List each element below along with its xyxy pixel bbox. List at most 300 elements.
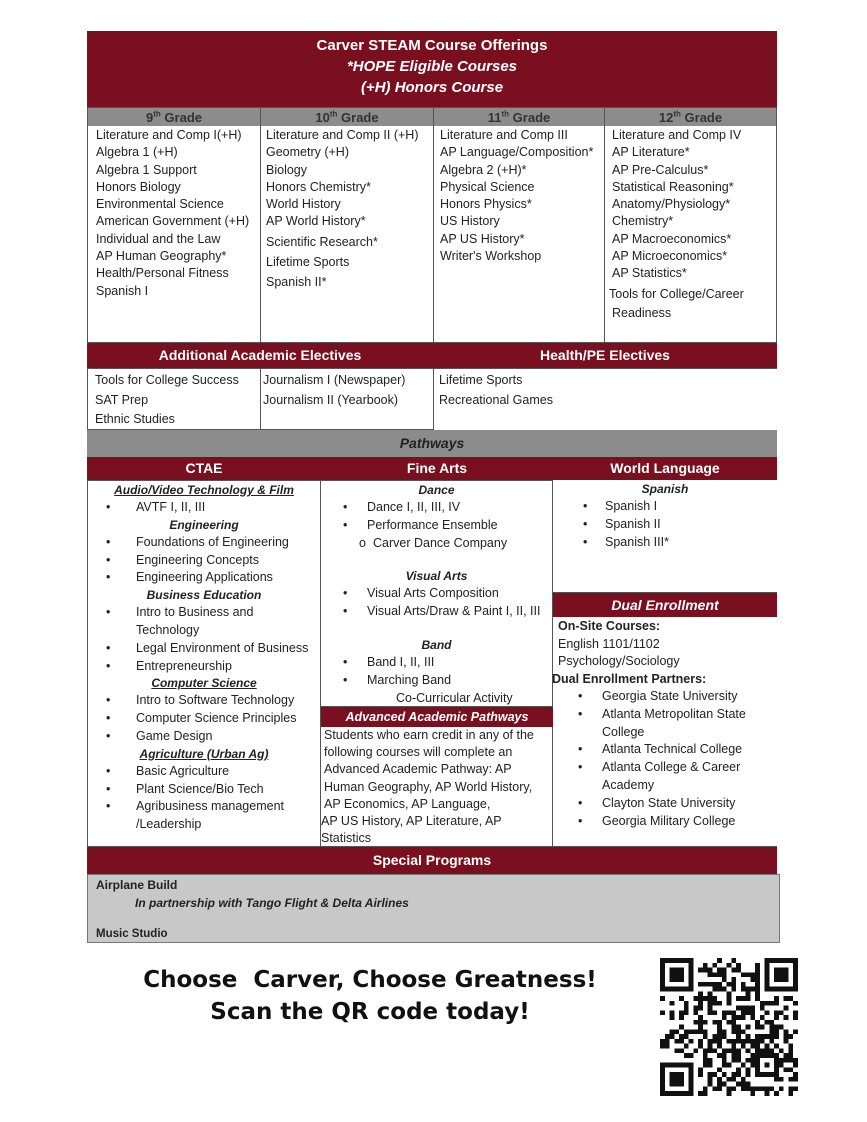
qr-module — [689, 1086, 694, 1091]
grade-9-heading: 9th Grade — [88, 108, 260, 126]
qr-module — [769, 1029, 774, 1034]
course-item: American Government (+H) — [96, 214, 250, 229]
fine-arts-course: • Visual Arts/Draw & Paint I, II, III — [343, 603, 552, 621]
qr-module — [731, 958, 736, 963]
qr-module — [731, 1015, 736, 1020]
ctae-course: • Engineering Applications — [106, 569, 320, 587]
qr-module — [765, 1091, 770, 1096]
ctae-column — [87, 480, 321, 847]
elective-item: SAT Prep — [95, 392, 149, 407]
qr-module — [670, 1077, 675, 1082]
qr-module — [722, 1010, 727, 1015]
qr-module — [674, 1048, 679, 1053]
qr-module — [684, 1053, 689, 1058]
qr-module — [741, 1077, 746, 1082]
qr-module — [665, 1063, 670, 1068]
qr-module — [731, 987, 736, 992]
qr-module — [660, 972, 665, 977]
qr-module — [703, 1029, 708, 1034]
qr-module — [755, 977, 760, 982]
ctae-category: Agriculture (Urban Ag) — [139, 746, 269, 761]
qr-module — [684, 1029, 689, 1034]
qr-module — [774, 1067, 779, 1072]
language-course: • Spanish I — [583, 498, 777, 516]
qr-module — [755, 1044, 760, 1049]
elective-item: Recreational Games — [439, 392, 553, 407]
qr-module — [760, 1006, 765, 1011]
qr-module — [750, 1086, 755, 1091]
course-item: Geometry (+H) — [266, 145, 350, 160]
qr-module — [717, 982, 722, 987]
qr-module — [684, 1091, 689, 1096]
qr-module — [674, 1072, 679, 1077]
grade-9-column — [87, 107, 261, 343]
qr-module — [679, 1025, 684, 1030]
qr-module — [722, 1034, 727, 1039]
course-item: Algebra 2 (+H)* — [440, 162, 527, 177]
qr-module — [679, 977, 684, 982]
qr-module — [760, 1039, 765, 1044]
qr-module — [746, 1048, 751, 1053]
qr-module — [755, 1063, 760, 1068]
health-pe-electives — [433, 368, 777, 430]
qr-module — [760, 1025, 765, 1030]
qr-module — [698, 1020, 703, 1025]
ctae-header: CTAE — [87, 457, 321, 480]
qr-module — [765, 963, 770, 968]
qr-module — [731, 968, 736, 973]
qr-module — [731, 1029, 736, 1034]
ctae-category: Engineering — [169, 517, 239, 532]
qr-module — [755, 1020, 760, 1025]
elective-item: Lifetime Sports — [439, 373, 523, 387]
qr-module — [660, 1082, 665, 1087]
qr-module — [670, 1082, 675, 1087]
qr-module — [698, 1067, 703, 1072]
qr-module — [708, 1001, 713, 1006]
qr-module — [731, 982, 736, 987]
course-item: Scientific Research* — [266, 234, 378, 249]
qr-module — [750, 972, 755, 977]
qr-module — [769, 1086, 774, 1091]
qr-module — [731, 977, 736, 982]
qr-module — [693, 1020, 698, 1025]
co-curricular-note: Co-Curricular Activity — [396, 690, 513, 705]
qr-module — [722, 1053, 727, 1058]
qr-module — [717, 968, 722, 973]
fine-arts-course: • Visual Arts Composition — [343, 585, 552, 603]
qr-module — [736, 1048, 741, 1053]
qr-module — [660, 977, 665, 982]
qr-module — [689, 1072, 694, 1077]
ctae-course-continued: Technology — [136, 622, 200, 637]
qr-module — [684, 958, 689, 963]
ctae-course: • Basic Agriculture — [106, 763, 320, 781]
qr-module — [703, 1063, 708, 1068]
qr-module — [703, 1020, 708, 1025]
qr-module — [698, 1091, 703, 1096]
course-item: AP Statistics* — [612, 266, 687, 281]
qr-module — [769, 1053, 774, 1058]
qr-module — [727, 1010, 732, 1015]
qr-module — [755, 1086, 760, 1091]
qr-module — [689, 982, 694, 987]
qr-module — [755, 963, 760, 968]
qr-module — [708, 1072, 713, 1077]
qr-module — [750, 1063, 755, 1068]
qr-module — [703, 982, 708, 987]
page-title: Carver STEAM Course Offerings — [316, 37, 548, 54]
ctae-course: • Foundations of Engineering — [106, 534, 320, 552]
qr-module — [793, 1029, 798, 1034]
qr-module — [774, 996, 779, 1001]
qr-module — [670, 1091, 675, 1096]
qr-module — [784, 987, 789, 992]
course-item: Literature and Comp II (+H) — [266, 128, 419, 142]
qr-module — [765, 1072, 770, 1077]
course-item: Chemistry* — [612, 214, 674, 229]
qr-module — [708, 1006, 713, 1011]
elective-item: Journalism II (Yearbook) — [263, 392, 399, 407]
qr-module — [750, 1044, 755, 1049]
qr-module — [712, 1086, 717, 1091]
qr-module — [769, 1025, 774, 1030]
qr-module — [750, 1015, 755, 1020]
qr-module — [698, 982, 703, 987]
qr-module — [712, 1010, 717, 1015]
qr-module — [741, 987, 746, 992]
fine-arts-column — [320, 480, 553, 707]
qr-module — [731, 1048, 736, 1053]
title-banner — [87, 31, 777, 107]
qr-module — [774, 1015, 779, 1020]
qr-module — [784, 1029, 789, 1034]
qr-module — [746, 1082, 751, 1087]
qr-module — [712, 1072, 717, 1077]
qr-module — [793, 1063, 798, 1068]
qr-module — [722, 1048, 727, 1053]
qr-module — [674, 968, 679, 973]
ctae-course: • Engineering Concepts — [106, 552, 320, 570]
qr-module — [684, 1010, 689, 1015]
fine-arts-course: • Marching Band — [343, 672, 552, 690]
qr-module — [698, 1025, 703, 1030]
qr-module — [717, 1025, 722, 1030]
course-item: Physical Science — [440, 179, 535, 194]
qr-module — [689, 1039, 694, 1044]
qr-module — [788, 1091, 793, 1096]
ctae-course: • AVTF I, II, III — [106, 499, 320, 517]
qr-module — [665, 987, 670, 992]
qr-module — [670, 958, 675, 963]
qr-module — [736, 1067, 741, 1072]
ctae-course: • Intro to Business and — [106, 604, 320, 622]
qr-module — [708, 1048, 713, 1053]
qr-module — [727, 996, 732, 1001]
qr-module — [708, 1039, 713, 1044]
qr-module — [769, 1020, 774, 1025]
qr-module — [788, 996, 793, 1001]
grade-12-heading: 12th Grade — [605, 108, 776, 126]
qr-module — [779, 1010, 784, 1015]
qr-module — [722, 1029, 727, 1034]
grade-10-courses — [261, 126, 433, 292]
qr-module — [689, 1029, 694, 1034]
qr-module — [665, 1044, 670, 1049]
qr-module — [784, 996, 789, 1001]
qr-module — [765, 1034, 770, 1039]
qr-module — [693, 1029, 698, 1034]
qr-module — [746, 1039, 751, 1044]
course-item: World History — [266, 197, 341, 212]
honors-note: (+H) Honors Course — [360, 79, 504, 96]
qr-module — [698, 996, 703, 1001]
qr-module — [703, 1091, 708, 1096]
qr-module — [679, 987, 684, 992]
ctae-course: • Computer Science Principles — [106, 710, 320, 728]
course-item: Environmental Science — [96, 197, 224, 212]
qr-module — [736, 1058, 741, 1063]
qr-module — [722, 968, 727, 973]
qr-module — [788, 1034, 793, 1039]
course-item: AP Microeconomics* — [612, 249, 728, 264]
qr-module — [670, 972, 675, 977]
qr-module — [784, 958, 789, 963]
grade-11-column — [433, 107, 605, 343]
qr-module — [784, 1058, 789, 1063]
qr-module — [755, 1053, 760, 1058]
qr-module — [741, 1006, 746, 1011]
qr-module — [670, 1015, 675, 1020]
qr-module — [717, 1029, 722, 1034]
qr-module — [793, 982, 798, 987]
qr-module — [712, 996, 717, 1001]
fine-arts-category: Visual Arts — [405, 569, 468, 584]
qr-module — [788, 1053, 793, 1058]
qr-module — [793, 963, 798, 968]
qr-module — [712, 987, 717, 992]
qr-module — [788, 1044, 793, 1049]
qr-module — [717, 1034, 722, 1039]
qr-module — [765, 968, 770, 973]
qr-module — [679, 968, 684, 973]
grade-10-heading: 10th Grade — [261, 108, 433, 126]
tagline-line-2: Scan the QR code today! — [210, 999, 530, 1025]
advanced-text-line: Statistics — [321, 831, 372, 846]
qr-module — [712, 1020, 717, 1025]
qr-module — [712, 972, 717, 977]
qr-module — [760, 1086, 765, 1091]
advanced-text-line: AP US History, AP Literature, AP — [321, 814, 502, 829]
elective-item: Ethnic Studies — [95, 412, 175, 426]
qr-module — [736, 963, 741, 968]
qr-module — [779, 958, 784, 963]
qr-module — [660, 1077, 665, 1082]
ctae-category: Business Education — [146, 588, 262, 603]
qr-module — [679, 1072, 684, 1077]
qr-module — [774, 977, 779, 982]
qr-module — [765, 1048, 770, 1053]
qr-module — [741, 1044, 746, 1049]
qr-module — [736, 1006, 741, 1011]
qr-module — [769, 1001, 774, 1006]
qr-module — [665, 958, 670, 963]
ctae-course: • Legal Environment of Business — [106, 640, 320, 658]
qr-module — [774, 1025, 779, 1030]
qr-module — [755, 982, 760, 987]
qr-module — [788, 1067, 793, 1072]
elective-item: Tools for College Success — [95, 373, 239, 387]
qr-module — [746, 996, 751, 1001]
partner-item-continued: College — [602, 724, 645, 739]
qr-module — [727, 1086, 732, 1091]
partner-item-continued: Academy — [602, 777, 655, 792]
fine-arts-course: • Band I, II, III — [343, 654, 552, 672]
qr-module — [698, 1006, 703, 1011]
qr-module — [670, 1063, 675, 1068]
qr-module — [755, 1025, 760, 1030]
qr-module — [736, 1082, 741, 1087]
qr-module — [750, 1039, 755, 1044]
qr-module — [741, 972, 746, 977]
qr-module — [760, 1015, 765, 1020]
qr-module — [793, 1072, 798, 1077]
special-programs-header: Special Programs — [87, 847, 777, 874]
qr-module — [722, 1082, 727, 1087]
qr-module — [779, 968, 784, 973]
qr-module — [765, 958, 770, 963]
qr-module — [755, 996, 760, 1001]
qr-module — [660, 1044, 665, 1049]
qr-module — [750, 1053, 755, 1058]
qr-module — [660, 1010, 665, 1015]
qr-module — [746, 1034, 751, 1039]
qr-module — [689, 1091, 694, 1096]
qr-module — [722, 977, 727, 982]
qr-module — [674, 1039, 679, 1044]
qr-module — [760, 1048, 765, 1053]
qr-module — [708, 968, 713, 973]
qr-module — [741, 1015, 746, 1020]
course-item: Writer's Workshop — [440, 249, 542, 264]
hope-note: *HOPE Eligible Courses — [346, 58, 518, 75]
qr-module — [679, 1039, 684, 1044]
ctae-course: • Intro to Software Technology — [106, 692, 320, 710]
qr-module — [679, 1015, 684, 1020]
qr-module — [712, 1001, 717, 1006]
course-item: Literature and Comp III — [440, 128, 568, 142]
qr-module — [708, 982, 713, 987]
qr-module — [774, 1058, 779, 1063]
qr-module — [793, 987, 798, 992]
qr-module — [679, 1077, 684, 1082]
ctae-category: Computer Science — [151, 676, 257, 691]
qr-module — [769, 1048, 774, 1053]
qr-module — [698, 1015, 703, 1020]
qr-module — [731, 1039, 736, 1044]
language-course: • Spanish III* — [583, 534, 777, 552]
advanced-pathways-header: Advanced Academic Pathways — [321, 707, 553, 727]
qr-module — [717, 1001, 722, 1006]
qr-module — [741, 1029, 746, 1034]
ctae-course: • Agribusiness management — [106, 798, 320, 816]
qr-module — [708, 1044, 713, 1049]
course-item: AP Pre-Calculus* — [612, 162, 709, 177]
onsite-course: English 1101/1102 — [558, 636, 660, 651]
qr-module — [689, 1077, 694, 1082]
qr-module — [698, 1044, 703, 1049]
qr-module — [717, 1039, 722, 1044]
partners-label: Dual Enrollment Partners: — [552, 671, 707, 686]
qr-module — [755, 972, 760, 977]
qr-module — [712, 982, 717, 987]
qr-module — [793, 968, 798, 973]
special-programs-body — [87, 874, 780, 943]
qr-module — [784, 972, 789, 977]
qr-module — [698, 968, 703, 973]
qr-module — [660, 968, 665, 973]
qr-module — [670, 1010, 675, 1015]
partner-item: • Georgia Military College — [578, 813, 777, 831]
qr-module — [703, 1058, 708, 1063]
course-item: Literature and Comp I(+H) — [96, 128, 242, 142]
qr-module — [755, 1067, 760, 1072]
qr-module — [717, 987, 722, 992]
course-item: AP World History* — [266, 214, 366, 229]
qr-module — [793, 1001, 798, 1006]
qr-module — [774, 972, 779, 977]
qr-module — [760, 1072, 765, 1077]
qr-module — [765, 1063, 770, 1068]
qr-module — [746, 991, 751, 996]
qr-module — [788, 1077, 793, 1082]
qr-module — [684, 1006, 689, 1011]
qr-module — [693, 996, 698, 1001]
qr-module — [693, 1006, 698, 1011]
fine-arts-subcourse: o Carver Dance Company — [321, 535, 552, 553]
qr-module — [774, 1010, 779, 1015]
pathways-header: Pathways — [87, 430, 777, 457]
qr-module — [698, 1072, 703, 1077]
qr-module — [727, 991, 732, 996]
qr-module — [765, 1086, 770, 1091]
qr-module — [731, 1044, 736, 1049]
qr-module — [736, 968, 741, 973]
qr-module — [717, 1082, 722, 1087]
course-item: Algebra 1 (+H) — [96, 145, 178, 160]
qr-module — [727, 1001, 732, 1006]
qr-module — [665, 1034, 670, 1039]
qr-module — [712, 1034, 717, 1039]
qr-module — [674, 958, 679, 963]
onsite-label: On-Site Courses: — [558, 619, 661, 633]
qr-module — [684, 1044, 689, 1049]
qr-module — [689, 1067, 694, 1072]
qr-module — [717, 1053, 722, 1058]
qr-module — [774, 1053, 779, 1058]
qr-code-icon[interactable] — [660, 958, 798, 1096]
world-language-header: World Language — [553, 457, 777, 480]
qr-module — [670, 1001, 675, 1006]
qr-module — [717, 1044, 722, 1049]
course-item: Anatomy/Physiology* — [612, 197, 731, 212]
qr-module — [689, 1053, 694, 1058]
health-pe-electives-header: Health/PE Electives — [433, 343, 777, 368]
qr-module — [708, 1010, 713, 1015]
qr-module — [674, 972, 679, 977]
qr-module — [741, 1086, 746, 1091]
qr-module — [698, 1001, 703, 1006]
